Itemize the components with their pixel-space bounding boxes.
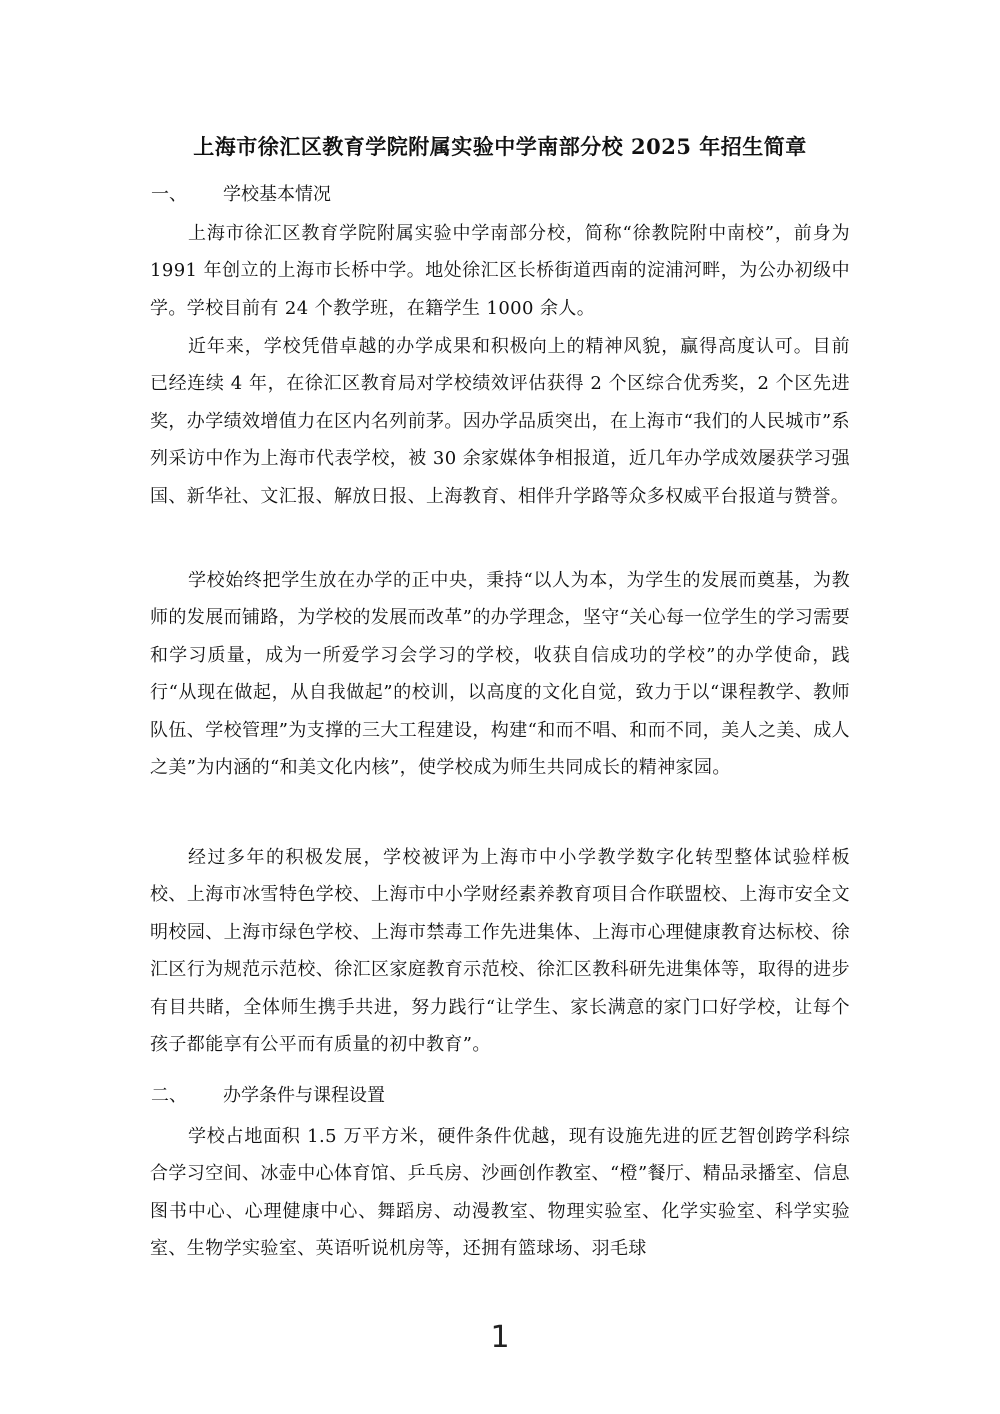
section-heading-1 bbox=[151, 180, 331, 210]
section-title: 办学条件与课程设置 bbox=[223, 1085, 385, 1106]
section-heading-2 bbox=[151, 1081, 385, 1111]
section-number: 一、 bbox=[151, 184, 187, 205]
paragraph: 上海市徐汇区教育学院附属实验中学南部分校，简称“徐教院附中南校”，前身为 1991 年创立的上海市长桥中学。地处徐汇区长桥街道西南的淀浦河畔，为公办初级中学。学校目前有 24 个教学班，在籍学生 1000 余人。 bbox=[150, 223, 850, 319]
section-title: 学校基本情况 bbox=[223, 184, 331, 205]
document-title: 上海市徐汇区教育学院附属实验中学南部分校 2025 年招生简章 bbox=[193, 134, 807, 159]
section-number: 二、 bbox=[151, 1085, 187, 1106]
paragraph: 经过多年的积极发展，学校被评为上海市中小学教学数字化转型整体试验样板校、上海市冰雪特色学校、上海市中小学财经素养教育项目合作联盟校、上海市安全文明校园、上海市绿色学校、上海市禁毒工作先进集体、上海市心理健康教育达标校、徐汇区行为规范示范校、徐汇区家庭教育示范校、徐汇区教科研先进集体等，取得的进步有目共睹，全体师生携手共进，努力践行“让学生、家长满意的家门口好学校，让每个孩子都能享有公平而有质量的初中教育”。 bbox=[150, 847, 850, 1056]
paragraph: 近年来，学校凭借卓越的办学成果和积极向上的精神风貌，赢得高度认可。目前已经连续 4 年，在徐汇区教育局对学校绩效评估获得 2 个区综合优秀奖，2 个区先进奖，办学绩效增值力在区内名列前茅。因办学品质突出，在上海市“我们的人民城市”系列采访中作为上海市代表学校，被 30 余家媒体争相报道，近几年办学成效屡获学习强国、新华社、文汇报、解放日报、上海教育、相伴升学路等众多权威平台报道与赞誉。 bbox=[150, 336, 851, 507]
paragraph: 学校始终把学生放在办学的正中央，秉持“以人为本，为学生的发展而奠基，为教师的发展而铺路，为学校的发展而改革”的办学理念，坚守“关心每一位学生的学习需要和学习质量，成为一所爱学习会学习的学校，收获自信成功的学校”的办学使命，践行“从现在做起，从自我做起”的校训，以高度的文化自觉，致力于以“课程教学、教师队伍、学校管理”为支撑的三大工程建设，构建“和而不唱、和而不同，美人之美、成人之美”为内涵的“和美文化内核”，使学校成为师生共同成长的精神家园。 bbox=[150, 570, 851, 779]
paragraph: 学校占地面积 1.5 万平方米，硬件条件优越，现有设施先进的匠艺智创跨学科综合学习空间、冰壶中心体育馆、乒乓房、沙画创作教室、“橙”餐厅、精品录播室、信息图书中心、心理健康中心、舞蹈房、动漫教室、物理实验室、化学实验室、科学实验室、生物学实验室、英语听说机房等，还拥有篮球场、羽毛球 bbox=[150, 1126, 851, 1260]
page-number: 1 bbox=[490, 1320, 510, 1355]
